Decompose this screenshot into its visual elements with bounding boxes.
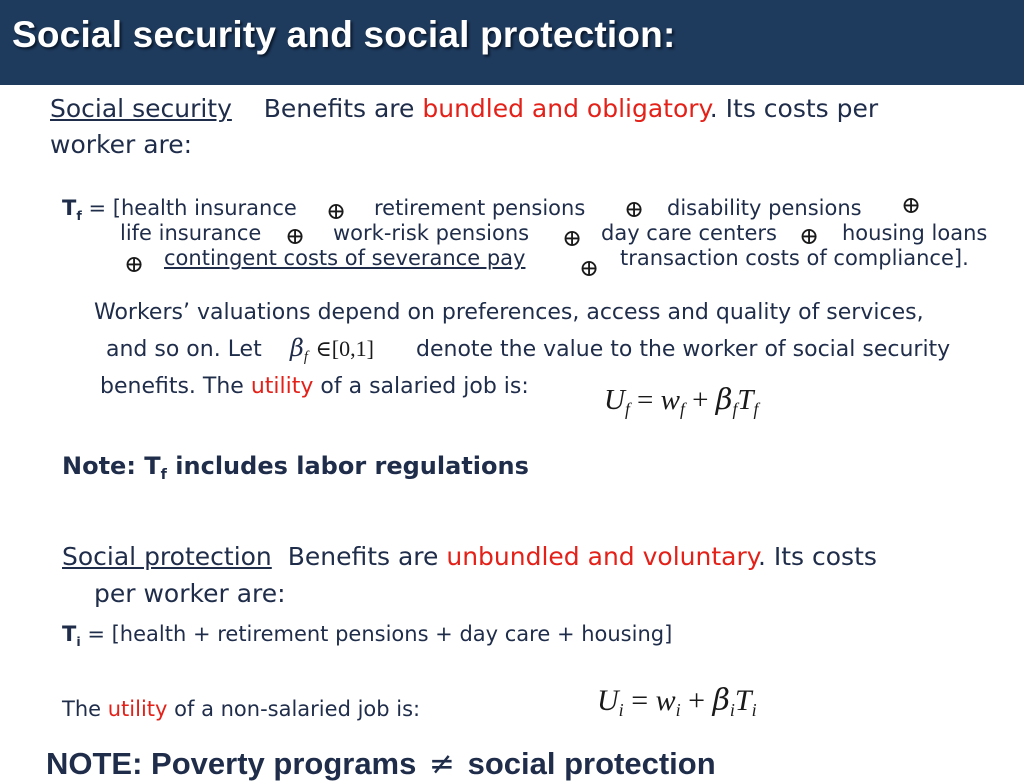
utility-highlight: utility bbox=[250, 374, 314, 399]
social-protection-line-1 bbox=[62, 542, 877, 571]
beta-range-expression bbox=[290, 334, 374, 366]
social-protection-heading: Social protection bbox=[62, 542, 272, 571]
eq-beta: β bbox=[715, 382, 733, 416]
tf-item: transaction costs of compliance]. bbox=[620, 246, 969, 270]
note-right-text: social protection bbox=[467, 746, 716, 781]
informal-utility-line bbox=[62, 697, 420, 721]
tf-item: work-risk pensions bbox=[333, 221, 530, 245]
eq-beta-sub: f bbox=[732, 399, 738, 419]
social-security-line-1 bbox=[50, 94, 878, 123]
oplus-icon: ⊕ bbox=[562, 224, 583, 252]
eq-U: U bbox=[604, 384, 625, 416]
oplus-icon: ⊕ bbox=[799, 222, 820, 250]
labor-regulations-note bbox=[62, 452, 529, 483]
valuation-line-3 bbox=[100, 374, 529, 399]
ss-benefits-highlight: bundled and obligatory bbox=[422, 94, 710, 123]
oplus-icon: ⊕ bbox=[901, 191, 922, 219]
eq-T-sub: f bbox=[753, 399, 759, 419]
valuation-line-3-suffix: of a salaried job is: bbox=[320, 374, 529, 399]
oplus-icon: ⊕ bbox=[624, 195, 645, 223]
tf-subscript: f bbox=[76, 208, 82, 223]
utility-informal-equation bbox=[597, 683, 757, 721]
note-prefix: Note: T bbox=[62, 452, 161, 480]
ti-symbol: T bbox=[62, 622, 77, 646]
tf-item: housing loans bbox=[842, 221, 988, 245]
ti-formula bbox=[62, 622, 672, 649]
eq-w-sub: f bbox=[680, 399, 685, 419]
eq-equals: = bbox=[631, 684, 649, 717]
note-left-text: NOTE: Poverty programs bbox=[46, 746, 417, 781]
ss-line-2: worker are: bbox=[50, 130, 193, 159]
eq-w: w bbox=[655, 684, 676, 717]
tf-item: life insurance bbox=[120, 221, 262, 245]
eq-U: U bbox=[597, 684, 619, 717]
eq-plus: + bbox=[692, 384, 709, 416]
slide-title: Social security and social protection: bbox=[12, 14, 676, 55]
title-bar bbox=[0, 0, 1024, 85]
beta-subscript: f bbox=[303, 349, 308, 365]
informal-prefix: The bbox=[62, 697, 102, 721]
utility-formal-equation bbox=[604, 382, 758, 420]
informal-utility-highlight: utility bbox=[107, 697, 168, 721]
note-sub: f bbox=[160, 467, 167, 483]
tf-formula-open bbox=[62, 196, 297, 223]
poverty-programs-note bbox=[46, 746, 716, 782]
valuation-line-3-prefix: benefits. The bbox=[100, 374, 244, 399]
tf-item: day care centers bbox=[601, 221, 777, 245]
informal-suffix: of a non-salaried job is: bbox=[174, 697, 421, 721]
valuation-line-2-suffix: denote the value to the worker of social security bbox=[416, 337, 951, 362]
oplus-icon: ⊕ bbox=[326, 197, 347, 225]
sp-benefits-suffix: . Its costs bbox=[757, 542, 877, 571]
not-equal-icon: ≠ bbox=[429, 746, 455, 782]
tf-open-text: = [health insurance bbox=[88, 196, 297, 220]
tf-item: retirement pensions bbox=[374, 196, 586, 220]
valuation-line-2-prefix: and so on. Let bbox=[106, 337, 262, 362]
oplus-icon: ⊕ bbox=[285, 222, 306, 250]
beta-range: ∈[0,1] bbox=[315, 336, 374, 361]
tf-symbol: T bbox=[62, 196, 77, 220]
eq-T: T bbox=[737, 384, 754, 416]
ss-benefits-suffix: . Its costs per bbox=[709, 94, 879, 123]
eq-beta: β bbox=[712, 683, 730, 718]
social-security-heading: Social security bbox=[50, 94, 232, 123]
eq-T-sub: i bbox=[751, 700, 757, 720]
ss-benefits-prefix: Benefits are bbox=[263, 94, 415, 123]
oplus-icon: ⊕ bbox=[124, 250, 145, 278]
eq-beta-sub: i bbox=[729, 700, 735, 720]
note-suffix: includes labor regulations bbox=[175, 452, 529, 480]
eq-w: w bbox=[660, 384, 680, 416]
sp-benefits-highlight: unbundled and voluntary bbox=[446, 542, 758, 571]
valuation-line-1: Workers’ valuations depend on preferences, access and quality of services, bbox=[94, 300, 924, 325]
ti-text: = [health + retirement pensions + day care + housing] bbox=[87, 622, 673, 646]
eq-equals: = bbox=[637, 384, 654, 416]
ti-subscript: i bbox=[76, 634, 81, 649]
eq-U-sub: f bbox=[624, 399, 630, 419]
eq-T: T bbox=[734, 684, 752, 717]
tf-item: disability pensions bbox=[667, 196, 862, 220]
eq-U-sub: i bbox=[618, 700, 624, 720]
eq-w-sub: i bbox=[675, 700, 681, 720]
sp-benefits-prefix: Benefits are bbox=[287, 542, 439, 571]
beta-symbol: β bbox=[290, 334, 304, 362]
tf-item: contingent costs of severance pay bbox=[164, 246, 526, 270]
eq-plus: + bbox=[688, 684, 706, 717]
oplus-icon: ⊕ bbox=[579, 254, 600, 282]
sp-line-2: per worker are: bbox=[94, 579, 286, 608]
